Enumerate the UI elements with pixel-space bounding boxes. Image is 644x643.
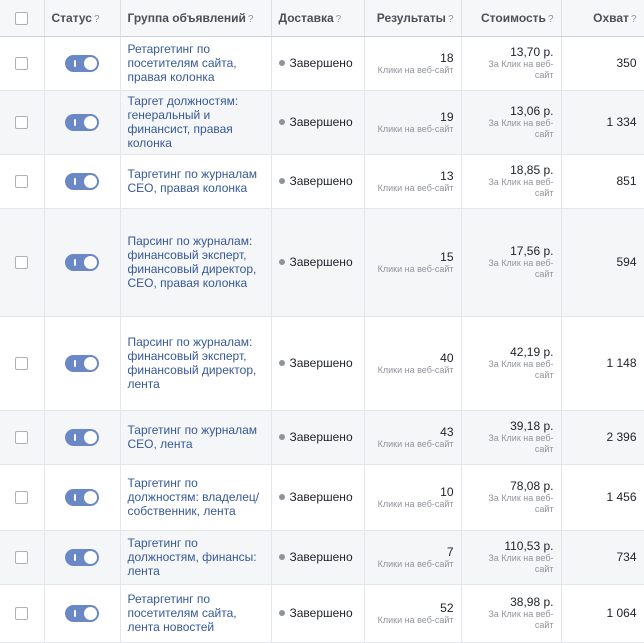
delivery-cell [271,530,364,584]
delivery-status: Завершено [289,356,353,370]
status-cell [44,584,120,642]
reach-value: 594 [616,255,637,269]
results-cell [364,154,461,208]
column-header-label: Результаты [376,10,446,25]
delivery-cell [271,36,364,90]
reach-cell [561,316,644,410]
adset-name-link[interactable]: Таргетинг по должностям: владелец/ собственник, лента [127,476,260,518]
delivery-status: Завершено [289,56,353,70]
cost-cell [461,208,561,316]
status-cell [44,464,120,530]
column-header-label: Группа объявлений [127,10,246,25]
results-value: 18 [440,50,454,65]
status-cell [44,36,120,90]
cost-cell [461,90,561,154]
results-label: Клики на веб-сайт [377,438,454,449]
row-checkbox[interactable] [15,551,28,564]
delivery-status: Завершено [289,255,353,269]
status-toggle[interactable] [65,55,99,72]
toggle-knob [84,116,97,129]
adset-name-link[interactable]: Парсинг по журналам: финансовый эксперт, финансовый директор, лента [127,335,257,391]
cost-value: 39,18 р. [510,419,554,433]
toggle-knob [84,607,97,620]
cost-label: За Клик на веб-сайт [488,359,554,380]
toggle-knob [84,175,97,188]
row-checkbox[interactable] [15,116,28,129]
results-label: Клики на веб-сайт [377,123,454,134]
help-icon[interactable]: ? [447,13,454,25]
cost-label: За Клик на веб-сайт [488,118,554,139]
results-label: Клики на веб-сайт [377,182,454,193]
table-row [0,208,644,316]
cost-label: За Клик на веб-сайт [488,493,554,514]
column-header-cost[interactable] [461,0,561,36]
help-icon[interactable]: ? [547,13,554,25]
cost-cell [461,36,561,90]
status-toggle[interactable] [65,254,99,271]
toggle-on-indicator [74,360,76,367]
table-body [0,36,644,642]
column-header-reach[interactable] [561,0,644,36]
reach-cell [561,208,644,316]
cost-label: За Клик на веб-сайт [488,433,554,454]
cost-label: За Клик на веб-сайт [488,258,554,279]
status-dot-icon [279,610,285,616]
row-checkbox[interactable] [15,357,28,370]
results-value: 40 [440,350,454,365]
column-header-label: Охват [593,10,629,25]
reach-cell [561,90,644,154]
table-row [0,316,644,410]
row-checkbox[interactable] [15,175,28,188]
row-select-cell [0,208,44,316]
row-checkbox[interactable] [15,491,28,504]
status-toggle[interactable] [65,605,99,622]
results-value: 43 [440,424,454,439]
table-row [0,90,644,154]
cost-value: 17,56 р. [510,244,554,258]
reach-value: 851 [616,174,637,188]
status-toggle[interactable] [65,114,99,131]
table-header-row [0,0,644,36]
results-cell [364,464,461,530]
reach-value: 2 396 [606,430,637,444]
reach-cell [561,464,644,530]
status-dot-icon [279,178,285,184]
toggle-on-indicator [74,610,76,617]
table-row [0,410,644,464]
delivery-status: Завершено [289,115,353,129]
results-cell [364,208,461,316]
results-cell [364,584,461,642]
toggle-on-indicator [74,178,76,185]
delivery-cell [271,208,364,316]
adset-name-cell [120,90,271,154]
toggle-knob [84,357,97,370]
results-label: Клики на веб-сайт [377,263,454,274]
row-select-cell [0,316,44,410]
reach-value: 1 456 [606,490,637,504]
results-value: 52 [440,600,454,615]
row-select-cell [0,36,44,90]
adset-name-link[interactable]: Таргетинг по должностям, финансы: лента [127,536,257,578]
reach-value: 734 [616,550,637,564]
adset-name-link[interactable]: Таргетинг по журналам CEO, правая колонка [127,167,257,195]
delivery-status: Завершено [289,550,353,564]
status-dot-icon [279,60,285,66]
row-select-cell [0,530,44,584]
adset-name-cell [120,410,271,464]
status-cell [44,208,120,316]
status-dot-icon [279,554,285,560]
adset-name-cell [120,36,271,90]
delivery-cell [271,410,364,464]
results-cell [364,410,461,464]
cost-cell [461,316,561,410]
reach-value: 1 334 [606,115,637,129]
cost-cell [461,464,561,530]
status-toggle[interactable] [65,173,99,190]
column-header-label: Статус [51,10,92,25]
results-cell [364,36,461,90]
reach-cell [561,36,644,90]
results-cell [364,316,461,410]
adset-name-link[interactable]: Ретаргетинг по посетителям сайта, лента новостей [127,592,237,634]
results-value: 10 [440,484,454,499]
adset-name-cell [120,208,271,316]
reach-cell [561,530,644,584]
cost-cell [461,584,561,642]
results-value: 13 [440,168,454,183]
adset-name-cell [120,584,271,642]
table-row [0,36,644,90]
column-header-results[interactable] [364,0,461,36]
status-cell [44,316,120,410]
help-icon[interactable]: ? [630,13,637,25]
row-checkbox[interactable] [15,57,28,70]
toggle-knob [84,551,97,564]
results-label: Клики на веб-сайт [377,498,454,509]
status-dot-icon [279,434,285,440]
adset-name-link[interactable]: Ретаргетинг по посетителям сайта, правая колонка [127,42,237,84]
reach-value: 1 064 [606,606,637,620]
status-dot-icon [279,119,285,125]
delivery-status: Завершено [289,490,353,504]
cost-value: 78,08 р. [510,479,554,493]
adset-name-link[interactable]: Парсинг по журналам: финансовый эксперт, финансовый директор, CEO, правая колонка [127,234,257,290]
row-checkbox[interactable] [15,256,28,269]
results-label: Клики на веб-сайт [377,364,454,375]
status-dot-icon [279,360,285,366]
cost-label: За Клик на веб-сайт [488,177,554,198]
toggle-on-indicator [74,554,76,561]
delivery-cell [271,584,364,642]
delivery-cell [271,464,364,530]
adset-name-cell [120,530,271,584]
help-icon[interactable]: ? [247,13,254,25]
toggle-on-indicator [74,494,76,501]
status-cell [44,154,120,208]
column-header-status[interactable] [44,0,120,36]
delivery-cell [271,90,364,154]
toggle-on-indicator [74,119,76,126]
reach-cell [561,154,644,208]
reach-cell [561,410,644,464]
column-header-label: Стоимость [481,10,546,25]
results-value: 19 [440,109,454,124]
status-dot-icon [279,494,285,500]
results-label: Клики на веб-сайт [377,558,454,569]
cost-label: За Клик на веб-сайт [488,59,554,80]
row-select-cell [0,90,44,154]
row-checkbox[interactable] [15,607,28,620]
cost-cell [461,410,561,464]
status-toggle[interactable] [65,549,99,566]
table-row [0,530,644,584]
toggle-knob [84,491,97,504]
toggle-on-indicator [74,434,76,441]
table-row [0,464,644,530]
cost-value: 18,85 р. [510,163,554,177]
toggle-knob [84,256,97,269]
row-select-cell [0,154,44,208]
results-value: 15 [440,249,454,264]
cost-label: За Клик на веб-сайт [488,553,554,574]
toggle-knob [84,431,97,444]
help-icon[interactable]: ? [335,13,342,25]
cost-value: 13,70 р. [510,45,554,59]
row-select-cell [0,584,44,642]
status-cell [44,410,120,464]
results-label: Клики на веб-сайт [377,614,454,625]
help-icon[interactable]: ? [93,13,100,25]
reach-value: 350 [616,56,637,70]
status-toggle[interactable] [65,489,99,506]
adset-name-cell [120,316,271,410]
results-cell [364,90,461,154]
cost-value: 38,98 р. [510,595,554,609]
cost-value: 13,06 р. [510,104,554,118]
delivery-status: Завершено [289,430,353,444]
delivery-status: Завершено [289,174,353,188]
select-all-cell [0,0,44,36]
adset-name-cell [120,464,271,530]
cost-label: За Клик на веб-сайт [488,609,554,630]
results-cell [364,530,461,584]
delivery-cell [271,154,364,208]
status-cell [44,530,120,584]
table-row [0,584,644,642]
reach-cell [561,584,644,642]
cost-cell [461,530,561,584]
delivery-status: Завершено [289,606,353,620]
status-toggle[interactable] [65,355,99,372]
row-select-cell [0,410,44,464]
row-checkbox[interactable] [15,431,28,444]
row-select-cell [0,464,44,530]
adset-name-cell [120,154,271,208]
toggle-on-indicator [74,259,76,266]
table-row [0,154,644,208]
column-header-delivery[interactable] [271,0,364,36]
adset-name-link[interactable]: Таргет должностям: генеральный и финансист, правая колонка [127,94,239,150]
adset-name-link[interactable]: Таргетинг по журналам CEO, лента [127,423,257,451]
cost-value: 110,53 р. [504,539,554,553]
delivery-cell [271,316,364,410]
results-label: Клики на веб-сайт [377,64,454,75]
column-header-adset[interactable] [120,0,271,36]
toggle-knob [84,57,97,70]
results-value: 7 [446,544,454,559]
column-header-label: Доставка [278,10,334,25]
toggle-on-indicator [74,60,76,67]
status-dot-icon [279,259,285,265]
cost-cell [461,154,561,208]
reach-value: 1 148 [606,356,637,370]
status-toggle[interactable] [65,429,99,446]
select-all-checkbox[interactable] [15,12,28,25]
cost-value: 42,19 р. [510,345,554,359]
status-cell [44,90,120,154]
